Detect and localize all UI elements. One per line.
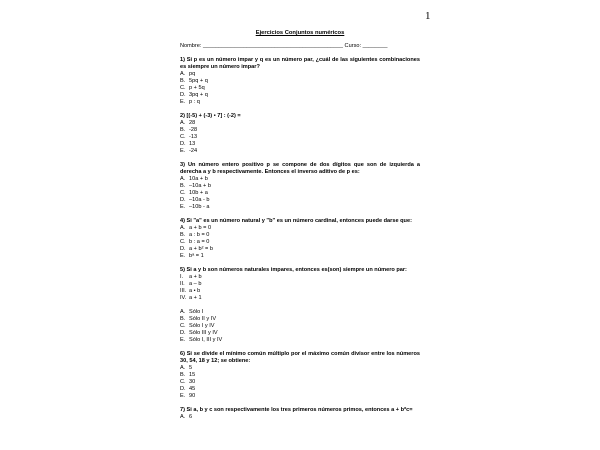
answer-option — [180, 253, 420, 260]
option-letter: E. — [180, 99, 186, 105]
answer-option — [180, 316, 420, 323]
option-text: b : a = 0 — [189, 239, 210, 245]
option-text: 6 — [189, 414, 193, 420]
option-text: 15 — [189, 372, 196, 378]
option-letter: D. — [180, 197, 186, 203]
option-letter: D. — [180, 330, 186, 336]
option-letter: D. — [180, 246, 186, 252]
option-text: 13 — [189, 141, 196, 147]
answer-option — [180, 141, 420, 148]
question-text: 7) Si a, b y c son respectivamente los tres primeros números primos, entonces a + b*c= — [180, 407, 413, 413]
option-text: pq — [189, 71, 196, 77]
answer-option — [180, 330, 420, 337]
option-text: 10a + b — [189, 176, 208, 182]
option-text: a – b — [189, 281, 202, 287]
answer-option — [180, 120, 420, 127]
answer-option — [180, 288, 420, 295]
worksheet — [180, 30, 420, 428]
option-letter: C. — [180, 190, 186, 196]
option-text: a + b — [189, 274, 202, 280]
option-text: –10b - a — [189, 204, 210, 210]
answer-option — [180, 372, 420, 379]
option-letter: I. — [180, 274, 184, 280]
answer-option — [180, 225, 420, 232]
option-text: -13 — [189, 134, 198, 140]
option-text: Sólo I y IV — [189, 323, 215, 329]
answer-option — [180, 148, 420, 155]
answer-option — [180, 239, 420, 246]
option-letter: B. — [180, 127, 186, 133]
question — [180, 351, 420, 400]
question — [180, 407, 420, 421]
option-letter: B. — [180, 372, 186, 378]
option-letter: III. — [180, 288, 187, 294]
option-letter: C. — [180, 85, 186, 91]
option-letter: E. — [180, 393, 186, 399]
answer-option — [180, 295, 420, 302]
answer-option — [180, 183, 420, 190]
option-text: a + 1 — [189, 295, 202, 301]
answer-option — [180, 323, 420, 330]
option-text: 3pq + q — [189, 92, 208, 98]
answer-option — [180, 99, 420, 106]
option-letter: C. — [180, 239, 186, 245]
option-text: Sólo II y IV — [189, 316, 217, 322]
question-text: 2) [(-5) + (-3) • 7] : (-2) = — [180, 113, 241, 119]
answer-option — [180, 274, 420, 281]
answer-option — [180, 246, 420, 253]
option-text: 30 — [189, 379, 196, 385]
option-letter: B. — [180, 78, 186, 84]
question-text: 1) Si p es un número impar y q es un número par, ¿cuál de las siguientes combinaciones es siempre un número impar? — [180, 57, 420, 70]
answer-option — [180, 85, 420, 92]
option-letter: E. — [180, 148, 186, 154]
option-letter: A. — [180, 309, 186, 315]
option-letter: C. — [180, 134, 186, 140]
question-text: 5) Si a y b son números naturales impares, entonces es(son) siempre un número par: — [180, 267, 407, 273]
answer-option — [180, 197, 420, 204]
option-text: 28 — [189, 120, 196, 126]
option-text: p : q — [189, 99, 200, 105]
option-text: 10b + a — [189, 190, 208, 196]
answer-option — [180, 204, 420, 211]
question-text: 3) Un número entero positivo p se compone de dos dígitos que son de izquierda a derecha a y b respectivamente. Entonces el inverso aditivo de p es: — [180, 162, 420, 175]
answer-option — [180, 414, 420, 421]
answer-option — [180, 393, 420, 400]
option-text: a : b = 0 — [189, 232, 210, 238]
option-text: a • b — [189, 288, 201, 294]
answer-option — [180, 92, 420, 99]
option-text: Sólo I — [189, 309, 204, 315]
answer-option — [180, 386, 420, 393]
option-letter: C. — [180, 379, 186, 385]
option-letter: D. — [180, 386, 186, 392]
option-letter: A. — [180, 365, 186, 371]
answer-option — [180, 232, 420, 239]
option-text: 5 — [189, 365, 193, 371]
option-text: 45 — [189, 386, 196, 392]
option-letter: B. — [180, 232, 186, 238]
answer-option — [180, 134, 420, 141]
answer-option — [180, 281, 420, 288]
answer-option — [180, 176, 420, 183]
question — [180, 162, 420, 211]
option-letter: A. — [180, 176, 186, 182]
answer-option — [180, 309, 420, 316]
page-number: 1 — [425, 10, 431, 22]
option-text: 90 — [189, 393, 196, 399]
question-list — [180, 57, 420, 421]
option-text: a + b² = b — [189, 246, 213, 252]
option-letter: A. — [180, 71, 186, 77]
option-text: p + 5q — [189, 85, 205, 91]
answer-option — [180, 190, 420, 197]
option-letter: B. — [180, 183, 186, 189]
option-letter: E. — [180, 337, 186, 343]
option-letter: E. — [180, 204, 186, 210]
question — [180, 267, 420, 344]
question — [180, 57, 420, 106]
option-text: –10a + b — [189, 183, 211, 189]
option-text: –10a - b — [189, 197, 210, 203]
worksheet-title: Ejercicios Conjuntos numéricos — [255, 30, 345, 36]
name-course-line: Nombre: _____________________________________________ Curso: ________ — [180, 43, 388, 49]
answer-option — [180, 337, 420, 344]
question — [180, 113, 420, 155]
option-text: Sólo III y IV — [189, 330, 218, 336]
option-text: Sólo I, III y IV — [189, 337, 223, 343]
option-letter: A. — [180, 414, 186, 420]
answer-option — [180, 71, 420, 78]
question-text: 4) Si "a" es un número natural y "b" es un número cardinal, entonces puede darse que: — [180, 218, 412, 224]
question-text: 6) Si se divide el mínimo común múltiplo por el máximo común divisor entre los números 30, 54, 18 y 12; se obtiene: — [180, 351, 420, 364]
option-letter: A. — [180, 120, 186, 126]
option-text: bᵃ = 1 — [189, 253, 204, 259]
option-letter: B. — [180, 316, 186, 322]
answer-option — [180, 379, 420, 386]
answer-option — [180, 78, 420, 85]
option-text: -28 — [189, 127, 198, 133]
option-letter: D. — [180, 141, 186, 147]
option-letter: IV. — [180, 295, 187, 301]
option-text: 5pq + q — [189, 78, 208, 84]
option-text: -24 — [189, 148, 198, 154]
answer-option — [180, 365, 420, 372]
option-letter: E. — [180, 253, 186, 259]
option-letter: II. — [180, 281, 185, 287]
option-letter: D. — [180, 92, 186, 98]
answer-option — [180, 127, 420, 134]
option-letter: A. — [180, 225, 186, 231]
option-text: a + b = 0 — [189, 225, 212, 231]
question — [180, 218, 420, 260]
option-letter: C. — [180, 323, 186, 329]
